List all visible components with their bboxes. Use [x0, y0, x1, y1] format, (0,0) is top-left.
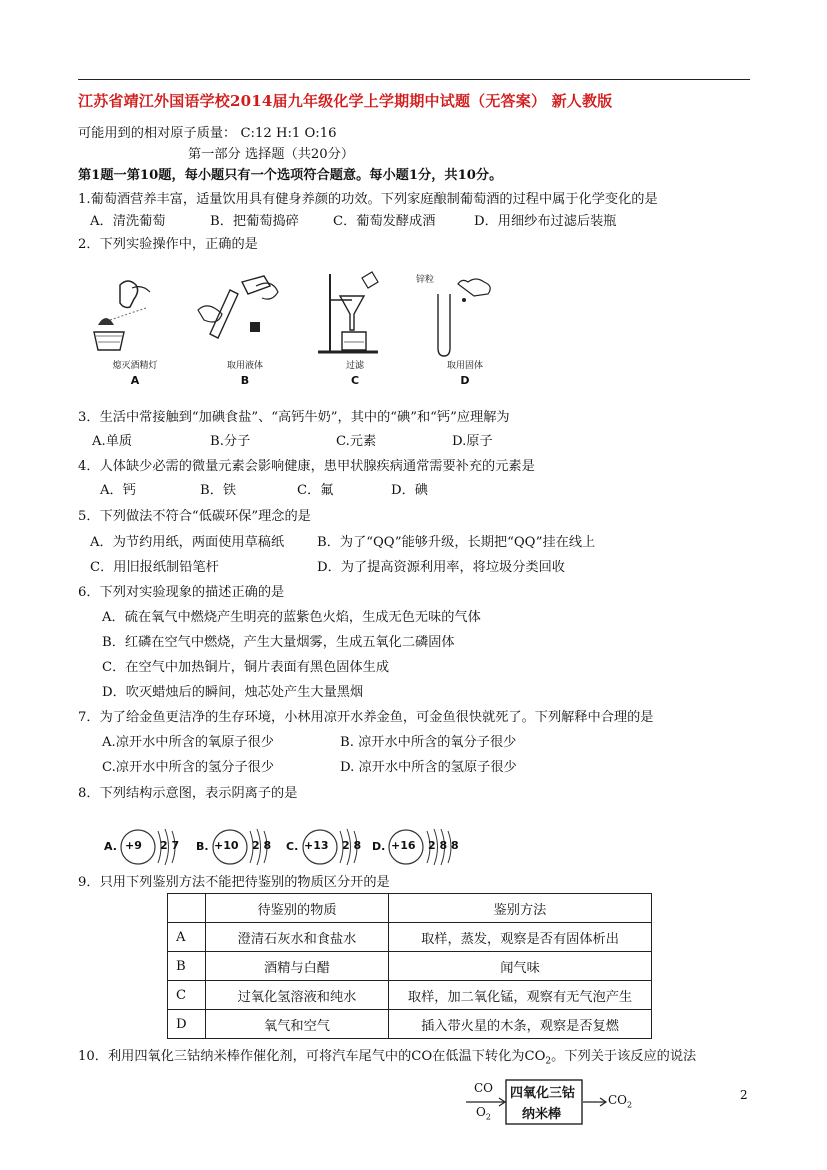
q8-stem: 8．下列结构示意图，表示阴离子的是	[78, 786, 298, 801]
table-cell: 氧气和空气	[206, 1010, 389, 1039]
q10-input-bottom	[476, 1105, 491, 1121]
table-cell: 取样，加二氧化锰，观察有无气泡产生	[389, 981, 652, 1010]
q7-option-c: C.凉开水中所含的氢分子很少	[102, 760, 275, 775]
atom-option-d	[370, 825, 475, 870]
q10-input-bottom-text: O	[476, 1105, 486, 1119]
table-cell: 插入带火星的木条，观察是否复燃	[389, 1010, 652, 1039]
atom-option-c	[282, 825, 377, 870]
figure-c-letter: C	[350, 374, 360, 387]
q6-option-c: C．在空气中加热铜片，铜片表面有黑色固体生成	[102, 660, 390, 675]
figure-b-take-liquid	[190, 270, 300, 390]
q10-stem	[78, 1047, 696, 1072]
q4-option-a: A．钙	[100, 483, 136, 498]
q3-option-d: D.原子	[452, 434, 493, 449]
q10-output-text: CO	[608, 1093, 628, 1107]
table-cell: A	[168, 923, 206, 952]
table-cell: 澄清石灰水和食盐水	[206, 923, 389, 952]
atom-d-letter: D.	[372, 840, 386, 853]
table-cell: 酒精与白醋	[206, 952, 389, 981]
figure-d-zinc-label: 锌粒	[416, 275, 435, 285]
figure-d-caption: 取用固体	[446, 361, 483, 371]
atom-b-shells: 2 8	[252, 839, 272, 852]
q10-stem-post: 。下列关于该反应的说法	[551, 1049, 697, 1064]
q3-option-a: A.单质	[92, 434, 133, 449]
atom-a-shells: 2 7	[160, 839, 180, 852]
atom-a-nucleus: +9	[125, 839, 142, 852]
q7-option-a: A.凉开水中所含的氧原子很少	[102, 735, 274, 750]
figure-d-take-solid	[410, 270, 520, 390]
header-rule	[78, 79, 750, 80]
q7-option-b: B. 凉开水中所含的氧分子很少	[340, 735, 517, 750]
q2-figures	[80, 270, 540, 390]
q10-output-sub: 2	[627, 1100, 633, 1110]
atom-b-letter: B.	[196, 840, 209, 853]
q2-stem: 2．下列实验操作中，正确的是	[78, 237, 258, 252]
table-header-cell	[168, 894, 206, 923]
q10-box-line1: 四氧化三钴	[510, 1086, 576, 1101]
q10-output	[608, 1093, 632, 1109]
q5-option-a: A．为节约用纸，两面使用草稿纸	[90, 535, 285, 550]
q10-box-line2: 纳米棒	[522, 1107, 562, 1122]
figure-d-letter: D	[460, 374, 470, 387]
q8-atom-diagrams	[100, 825, 480, 870]
q7-stem: 7．为了给金鱼更洁净的生存环境，小林用凉开水养金鱼，可金鱼很快就死了。下列解释中合理的是	[78, 710, 654, 725]
atom-option-b	[192, 825, 287, 870]
atom-b-nucleus: +10	[214, 839, 239, 852]
q10-stem-pre: 10．利用四氧化三钴纳米棒作催化剂，可将汽车尾气中的CO在低温下转化为CO	[78, 1049, 546, 1064]
table-row	[168, 923, 652, 952]
table-row	[168, 1010, 652, 1039]
figure-b-caption: 取用液体	[226, 361, 263, 371]
q10-input-top: CO	[474, 1081, 494, 1095]
page-number: 2	[740, 1088, 748, 1102]
q9-stem: 9．只用下列鉴别方法不能把待鉴别的物质区分开的是	[78, 875, 390, 890]
atom-d-nucleus: +16	[391, 839, 416, 852]
atom-c-shells: 2 8	[342, 839, 362, 852]
figure-b-letter: B	[240, 374, 250, 387]
q1-stem: 1.葡萄酒营养丰富，适量饮用具有健身养颜的功效。下列家庭酿制葡萄酒的过程中属于化学变化的是	[78, 192, 658, 207]
figure-c-filtration	[300, 270, 410, 390]
table-header-cell: 待鉴别的物质	[206, 894, 389, 923]
figure-a-letter: A	[130, 374, 140, 387]
table-cell: 闻气味	[389, 952, 652, 981]
q9-table	[167, 893, 652, 1039]
table-cell: B	[168, 952, 206, 981]
q6-stem: 6．下列对实验现象的描述正确的是	[78, 585, 285, 600]
q4-option-b: B．铁	[200, 483, 237, 498]
q4-option-c: C．氟	[297, 483, 334, 498]
table-cell: D	[168, 1010, 206, 1039]
section-heading: 第一部分 选择题（共20分）	[188, 147, 355, 162]
q10-reaction-diagram	[466, 1077, 646, 1127]
table-row	[168, 981, 652, 1010]
q3-option-b: B.分子	[210, 434, 251, 449]
q5-option-c: C．用旧报纸制铅笔杆	[90, 560, 219, 575]
figure-c-caption: 过滤	[345, 361, 364, 371]
figure-a-caption: 熄灭酒精灯	[112, 361, 158, 371]
q1-option-c: C．葡萄发酵成酒	[333, 214, 436, 229]
q10-input-bottom-sub: 2	[485, 1112, 491, 1122]
atom-c-nucleus: +13	[304, 839, 329, 852]
table-row	[168, 952, 652, 981]
figure-a-extinguish-lamp	[80, 270, 190, 390]
q5-option-d: D．为了提高资源利用率，将垃圾分类回收	[317, 560, 565, 575]
q3-option-c: C.元素	[336, 434, 377, 449]
table-header-row	[168, 894, 652, 923]
q1-option-b: B．把葡萄捣碎	[210, 214, 299, 229]
atom-a-letter: A.	[104, 840, 117, 853]
table-cell: 取样，蒸发，观察是否有固体析出	[389, 923, 652, 952]
q3-stem: 3．生活中常接触到“加碘食盐”、“高钙牛奶”，其中的“碘”和“钙”应理解为	[78, 410, 510, 425]
q6-option-b: B．红磷在空气中燃烧，产生大量烟雾，生成五氧化二磷固体	[102, 635, 455, 650]
q1-option-a: A．清洗葡萄	[90, 214, 166, 229]
atom-option-a	[100, 825, 195, 870]
instructions: 第1题一第10题，每小题只有一个选项符合题意。每小题1分，共10分。	[78, 168, 503, 183]
table-cell: 过氧化氢溶液和纯水	[206, 981, 389, 1010]
table-header-cell: 鉴别方法	[389, 894, 652, 923]
q6-option-d: D．吹灭蜡烛后的瞬间，烛芯处产生大量黑烟	[102, 685, 364, 700]
table-cell: C	[168, 981, 206, 1010]
q6-option-a: A．硫在氧气中燃烧产生明亮的蓝紫色火焰，生成无色无味的气体	[102, 610, 481, 625]
document-title: 江苏省靖江外国语学校2014届九年级化学上学期期中试题（无答案） 新人教版	[78, 92, 613, 110]
q5-option-b: B．为了“QQ”能够升级，长期把“QQ”挂在线上	[317, 535, 596, 550]
q1-option-d: D．用细纱布过滤后装瓶	[474, 214, 617, 229]
q10-stem-sub: 2	[545, 1056, 552, 1067]
q7-option-d: D. 凉开水中所含的氢原子很少	[340, 760, 517, 775]
q4-option-d: D．碘	[391, 483, 428, 498]
q5-stem: 5．下列做法不符合“低碳环保”理念的是	[78, 509, 311, 524]
atom-d-shells: 2 8 8	[428, 839, 459, 852]
q4-stem: 4．人体缺少必需的微量元素会影响健康，患甲状腺疾病通常需要补充的元素是	[78, 459, 535, 474]
atom-c-letter: C.	[286, 840, 299, 853]
atomic-mass-line: 可能用到的相对原子质量： C:12 H:1 O:16	[78, 126, 337, 141]
